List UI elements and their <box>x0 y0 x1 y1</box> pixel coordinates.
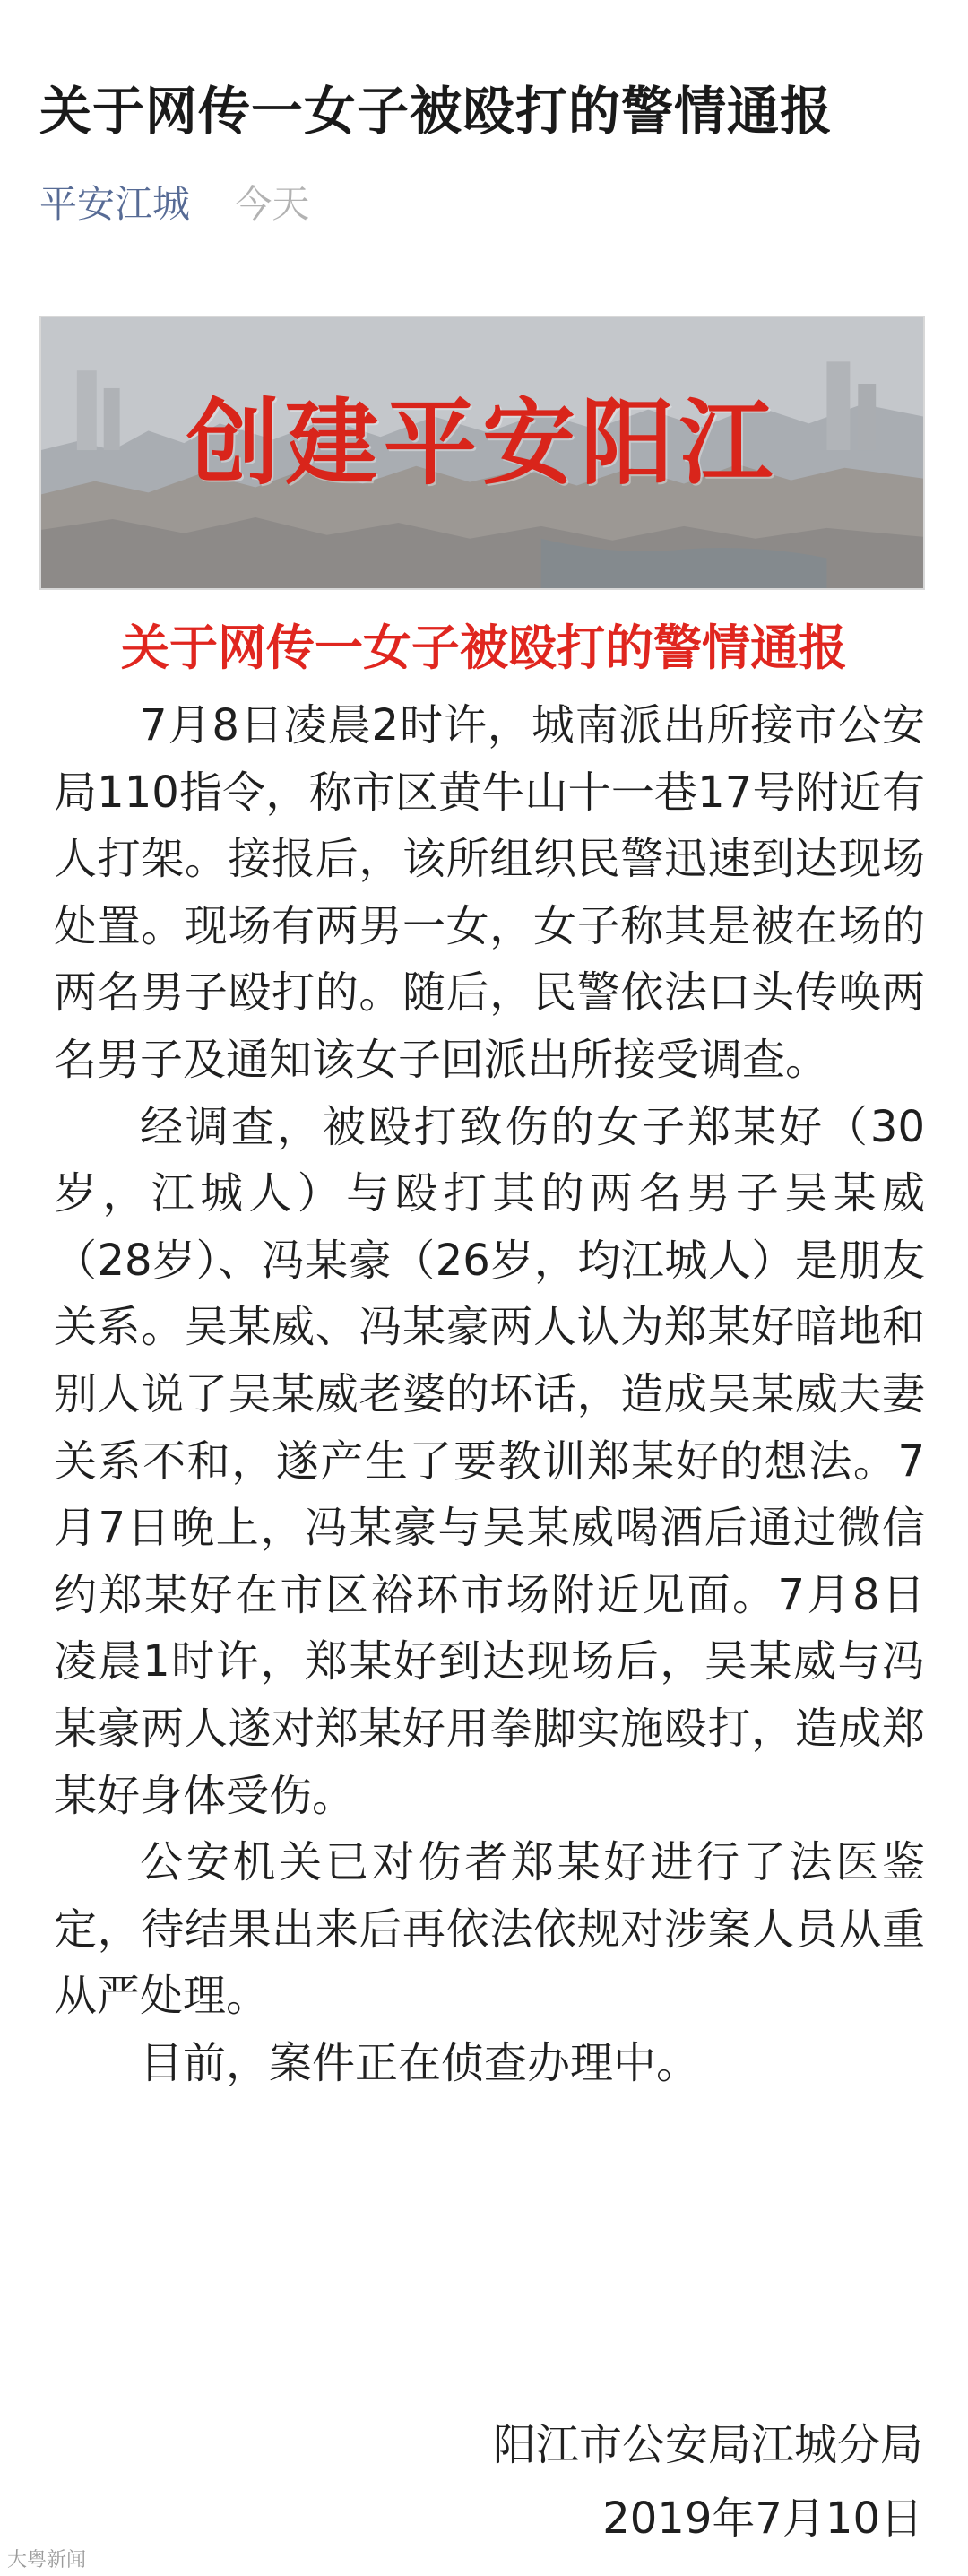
article-title: 关于网传一女子被殴打的警情通报 <box>39 81 834 142</box>
paragraph: 7月8日凌晨2时许，城南派出所接市公安局110指令，称市区黄牛山十一巷17号附近有人打架。接报后，该所组织民警迅速到达现场处置。现场有两男一女，女子称其是被在场的两名男子殴打的。随后，民警依法口头传唤两名男子及通知该女子回派出所接受调查。 <box>54 700 925 1085</box>
paragraph: 经调查，被殴打致伤的女子郑某好（30岁，江城人）与殴打其的两名男子吴某威（28岁）、冯某豪（26岁，均江城人）是朋友关系。吴某威、冯某豪两人认为郑某好暗地和别人说了吴某威老婆的坏话，造成吴某威夫妻关系不和，遂产生了要教训郑某好的想法。7月7日晚上，冯某豪与吴某威喝酒后通过微信约郑某好在市区裕环市场附近见面。7月8日凌晨1时许，郑某好到达现场后，吴某威与冯某豪两人遂对郑某好用拳脚实施殴打，造成郑某好身体受伤。 <box>54 1101 925 1821</box>
signature-date: 2019年7月10日 <box>602 2494 923 2544</box>
account-name-link[interactable]: 平安江城 <box>39 182 191 226</box>
banner-slogan: 创建平安阳江 <box>186 387 778 498</box>
notice-body <box>54 692 925 2096</box>
article-meta <box>39 178 309 231</box>
notice-heading: 关于网传一女子被殴打的警情通报 <box>121 620 847 676</box>
paragraph: 目前，案件正在侦查办理中。 <box>140 2037 700 2088</box>
paragraph: 公安机关已对伤者郑某好进行了法医鉴定，待结果出来后再依法依规对涉案人员从重从严处理。 <box>54 1837 925 2022</box>
publish-date: 今天 <box>234 182 310 226</box>
watermark: 大粤新闻 <box>7 2549 87 2572</box>
banner-image <box>39 316 925 590</box>
signature-organization: 阳江市公安局江城分局 <box>492 2420 923 2470</box>
